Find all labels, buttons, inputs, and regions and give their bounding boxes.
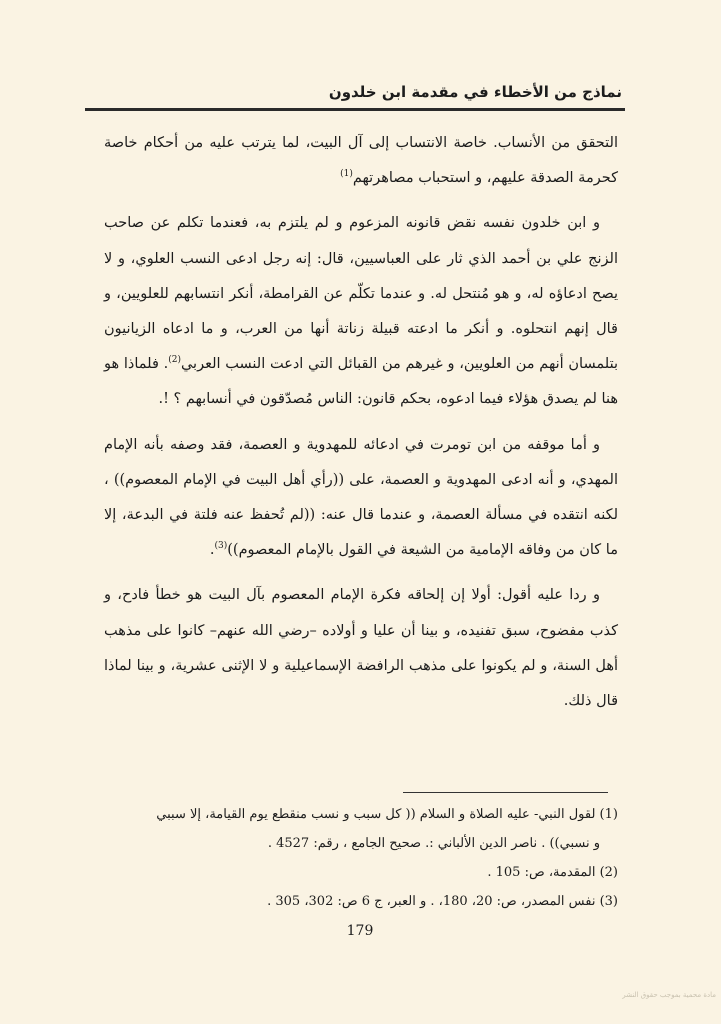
paragraph-text: و ابن خلدون نفسه نقض قانونه المزعوم و لم يلتزم به، فعندما تكلم عن صاحب الزنج علي بن أحمد الذي ثار على العباسيين، قال: إنه رجل ادعى النسب العلوي، و لا يصح ادعاؤه له، و هو مُنتحل له. و عندما تكلّم عن القرامطة، أنكر انتسابهم للعلويين، و قال إنهم انتحلوه. و أنكر ما ادعته قبيلة زناتة أنها من العرب، و ما ادعاه الزيانيون بتلمسان أنهم من العلويين، و غيرهم من القبائل التي ادعت النسب العربي [104,215,619,373]
paragraph-2 [104,206,618,417]
footnote-2: (2) المقدمة، ص: 105 . [487,865,618,880]
footnote-1: (1) لقول النبي- عليه الصلاة و السلام (( كل سبب و نسب منقطع يوم القيامة، إلا سببي [156,807,618,822]
main-text [104,126,618,729]
running-header: نماذج من الأخطاء في مقدمة ابن خلدون [328,83,622,101]
footnote-divider [403,792,608,793]
paragraph-text: و ردا عليه أقول: أولا إن إلحاقه فكرة الإمام المعصوم بآل البيت هو خطأ فادح، و كذب مفضوح، سبق تفنيده، و بينا أن عليا و أولاده –رضي الله عنهم– كانوا على مذهب أهل السنة، و لم يكونوا على مذهب الرافضة الإسماعيلية و لا الإثنى عشرية، و بينا لماذا قال ذلك. [104,587,618,710]
paragraph-text: و أما موقفه من ابن تومرت في ادعائه للمهدوية و العصمة، فقد وصفه بأنه الإمام المهدي، و أنه ادعى المهدوية و العصمة، على ((رأي أهل البيت في الإمام المعصوم)) ، لكنه انتقده في مسألة العصمة، و عندما قال عنه: ((لم تُحفظ عنه فلتة في البدعة، إلا ما كان من وفاقه الإمامية من الشيعة في القول بالإمام المعصوم)) [104,436,618,559]
paragraph-4 [104,578,618,719]
paragraph-1 [104,126,618,196]
footnote-ref-3[interactable]: (3) [214,541,228,552]
copyright-watermark: مادة محمية بموجب حقوق النشر [622,991,716,999]
paragraph-3 [104,428,618,569]
paragraph-text-continued: . [209,542,215,559]
page-number: 179 [346,923,374,939]
paragraph-text-continued: . فلماذا هو هنا لم يصدق هؤلاء فيما ادعوه، بحكم قانون: الناس مُصدّقون في أنسابهم ؟ !. [104,356,618,408]
footnote-3: (3) نفس المصدر، ص: 20، 180، . و العبر، ج 6 ص: 302، 305 . [267,894,618,909]
footnote-ref-2[interactable]: (2) [168,355,181,366]
header-divider [85,108,625,111]
paragraph-text: التحقق من الأنساب. خاصة الانتساب إلى آل البيت، لما يترتب عليه من أحكام خاصة كحرمة الصدقة عليهم، و استحباب مصاهرتهم [104,135,618,187]
footnote-ref-1[interactable]: (1) [340,169,353,180]
footnotes [104,800,618,916]
footnote-1-continued: و نسبي)) . ناصر الدين الألباني :. صحيح الجامع ، رقم: 4527 . [267,836,600,851]
